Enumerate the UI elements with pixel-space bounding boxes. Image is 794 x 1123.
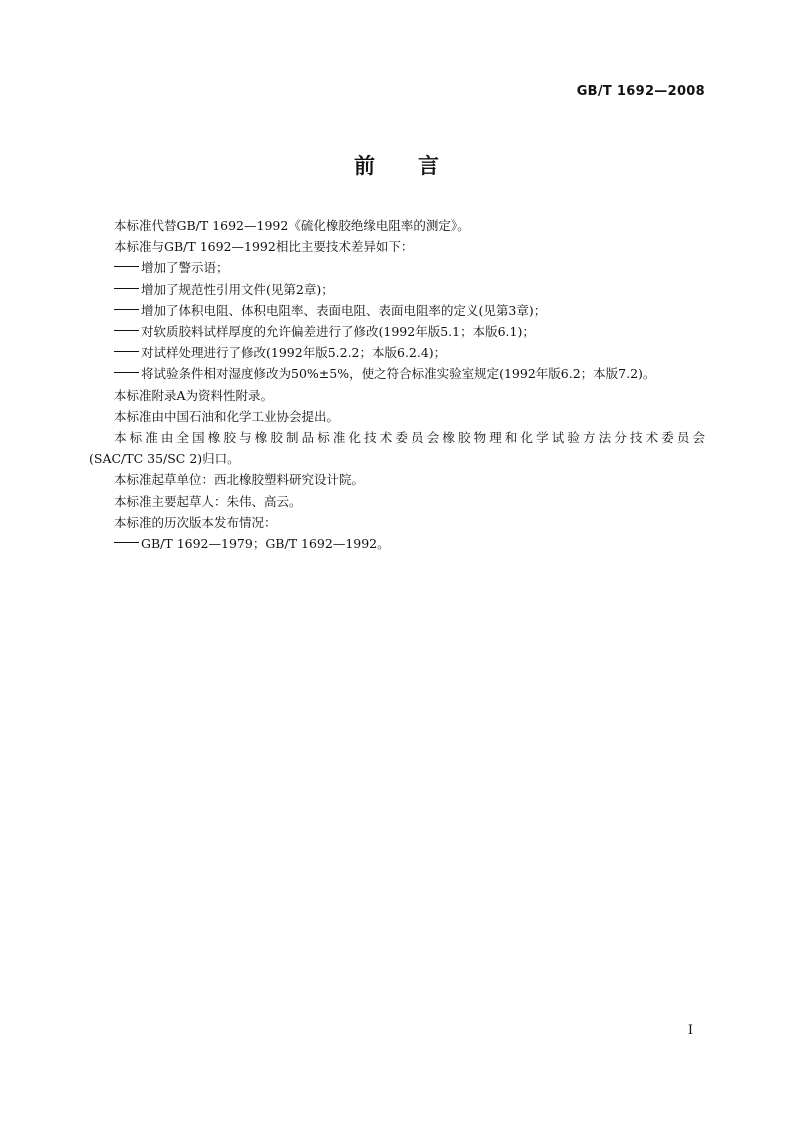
paragraph-committee: 本标准由全国橡胶与橡胶制品标准化技术委员会橡胶物理和化学试验方法分技术委员会 <box>114 430 705 446</box>
page-number: I <box>687 1023 693 1038</box>
paragraph-drafting-unit: 本标准起草单位：西北橡胶塑料研究设计院。 <box>114 472 365 488</box>
page-title <box>0 150 794 180</box>
title-char-2: 言 <box>418 154 440 178</box>
list-item: 增加了警示语； <box>89 257 705 278</box>
list-item: 将试验条件相对湿度修改为50%±5%，使之符合标准实验室规定(1992年版6.2；本版7.2)。 <box>89 363 705 384</box>
dash-marker <box>114 309 139 310</box>
title-char-1: 前 <box>354 154 376 178</box>
paragraph-history: 本标准的历次版本发布情况： <box>114 514 277 530</box>
paragraph-proposed: 本标准由中国石油和化学工业协会提出。 <box>114 408 340 424</box>
list-item: GB/T 1692—1979；GB/T 1692—1992。 <box>89 533 705 554</box>
standard-code: GB/T 1692—2008 <box>576 84 705 99</box>
paragraph-committee-cont: (SAC/TC 35/SC 2)归口。 <box>89 451 240 467</box>
paragraph-replaces: 本标准代替GB/T 1692—1992《硫化橡胶绝缘电阻率的测定》。 <box>114 218 470 233</box>
dash-marker <box>114 266 139 267</box>
dash-marker <box>114 542 139 543</box>
dash-marker <box>114 288 139 289</box>
list-item: 增加了体积电阻、体积电阻率、表面电阻、表面电阻率的定义(见第3章)； <box>89 300 705 321</box>
dash-marker <box>114 372 139 373</box>
foreword-body <box>89 215 705 554</box>
dash-marker <box>114 330 139 331</box>
list-item: 对试样处理进行了修改(1992年版5.2.2；本版6.2.4)； <box>89 342 705 363</box>
paragraph-drafters: 本标准主要起草人：朱伟、高云。 <box>114 493 302 509</box>
list-item: 对软质胶料试样厚度的允许偏差进行了修改(1992年版5.1；本版6.1)； <box>89 321 705 342</box>
paragraph-annex: 本标准附录A为资料性附录。 <box>114 387 274 403</box>
dash-marker <box>114 351 139 352</box>
list-item: 增加了规范性引用文件(见第2章)； <box>89 279 705 300</box>
paragraph-differences: 本标准与GB/T 1692—1992相比主要技术差异如下： <box>114 239 414 255</box>
